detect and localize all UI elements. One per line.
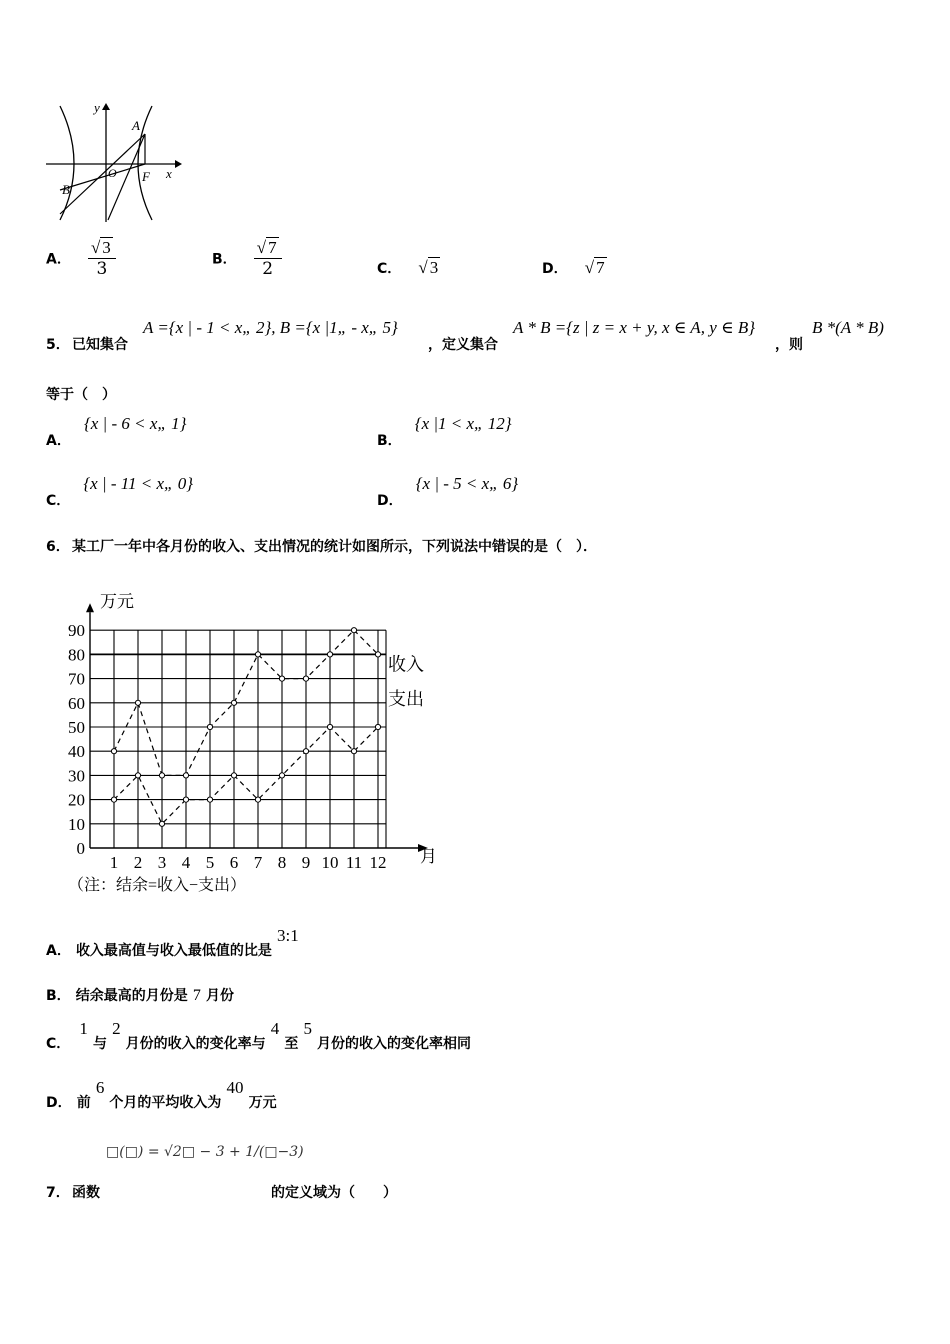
x-tick-label: 7 <box>253 853 263 872</box>
option-letter: C． <box>377 261 402 277</box>
q4-option-a[interactable] <box>46 238 116 279</box>
q4-option-b[interactable] <box>212 238 282 279</box>
q5-option-c[interactable] <box>46 474 194 509</box>
option-text: 结余最高的月份是 <box>75 988 188 1004</box>
option-math: 4 <box>270 1019 280 1038</box>
option-letter: D． <box>46 1095 72 1111</box>
option-letter: A． <box>46 943 71 959</box>
fraction: $\frac{√ 7}{2}$ <box>254 238 282 279</box>
label-B: B <box>62 182 70 197</box>
option-letter: C． <box>46 1036 71 1052</box>
q5-expression: B *(A * B) <box>812 318 884 337</box>
data-point <box>279 676 284 681</box>
x-axis-arrow <box>175 160 182 168</box>
option-text: 月份的收入的变化率与 <box>125 1036 266 1052</box>
label-x: x <box>166 166 172 181</box>
q6-option-a[interactable] <box>46 926 299 959</box>
q7-number: 7． <box>46 1185 70 1201</box>
q7-formula-image <box>106 1144 304 1160</box>
q6-option-d[interactable] <box>46 1078 277 1111</box>
x-tick-label: 8 <box>277 853 287 872</box>
q7-formula: □(□) = √2□ − 3 + 1/(□−3) <box>106 1144 304 1160</box>
option-text: 收入最高值与收入最低值的比是 <box>75 943 272 959</box>
q6-number: 6． <box>46 539 70 555</box>
x-axis-label: 月 <box>420 847 437 866</box>
fraction: $\frac{√ 3}{3}$ <box>88 238 116 279</box>
q4-option-d[interactable] <box>542 258 607 278</box>
y-axis-arrow <box>102 103 110 110</box>
option-value: {x | - 11 < x„ 0} <box>83 474 194 493</box>
data-point <box>207 797 212 802</box>
y-tick-label: 80 <box>68 645 85 665</box>
option-letter: D． <box>542 261 568 277</box>
y-tick-label: 10 <box>68 814 85 834</box>
q5-option-b[interactable] <box>377 414 512 449</box>
data-point <box>183 797 188 802</box>
option-text: 万元 <box>248 1095 277 1111</box>
q5-definition: A * B ={z | z = x + y, x ∈ A, y ∈ B} <box>513 318 756 337</box>
data-point <box>231 773 236 778</box>
y-tick-label: 0 <box>76 839 85 858</box>
q5-option-d[interactable] <box>377 474 519 509</box>
q5-option-a[interactable] <box>46 414 187 449</box>
x-tick-label: 5 <box>205 853 215 872</box>
q5-sets: A ={x | - 1 < x„ 2}, B ={x |1„ - x„ 5} <box>143 318 398 337</box>
x-tick-label: 2 <box>133 853 143 872</box>
x-tick-label: 1 <box>109 853 119 872</box>
y-tick-label: 20 <box>68 790 85 810</box>
option-text: 至 <box>284 1036 299 1052</box>
q5-number: 5． <box>46 337 70 353</box>
data-point <box>159 821 164 826</box>
data-point <box>279 773 284 778</box>
y-axis-arrow <box>86 603 94 612</box>
x-tick-label: 10 <box>321 853 339 872</box>
x-tick-label: 9 <box>301 853 311 872</box>
option-math: 3:1 <box>277 926 299 945</box>
data-point <box>351 749 356 754</box>
sqrt-value: √ 3 <box>418 258 439 277</box>
x-tick-label: 4 <box>181 853 191 872</box>
data-point <box>207 724 212 729</box>
x-tick-label: 11 <box>345 853 363 872</box>
data-point <box>351 628 356 633</box>
q5-text2: ，定义集合 <box>428 337 498 353</box>
data-point <box>159 773 164 778</box>
option-math: 40 <box>226 1078 244 1097</box>
income-expense-chart <box>60 585 450 895</box>
option-math: 6 <box>95 1078 105 1097</box>
chart-labels <box>68 592 437 894</box>
y-tick-label: 40 <box>68 742 85 762</box>
option-text: 月份 <box>205 988 234 1004</box>
option-letter: C． <box>46 493 71 509</box>
data-point <box>135 700 140 705</box>
option-letter: B． <box>212 251 237 268</box>
option-value: {x | - 5 < x„ 6} <box>415 474 519 493</box>
option-math: 2 <box>112 1019 121 1038</box>
option-math: 7 <box>192 987 201 1004</box>
y-tick-label: 30 <box>68 766 85 786</box>
q6-text: 某工厂一年中各月份的收入、支出情况的统计如图所示，下列说法中错误的是（ ）． <box>72 539 597 555</box>
y-axis-label: 万元 <box>100 592 134 611</box>
y-tick-label: 50 <box>68 718 85 737</box>
q6-option-c[interactable] <box>46 1019 472 1052</box>
data-point <box>135 773 140 778</box>
q7-text2: 的定义域为（ ） <box>271 1185 397 1201</box>
data-point <box>303 676 308 681</box>
option-letter: D． <box>377 493 403 509</box>
option-text: 月份的收入的变化率相同 <box>317 1036 472 1052</box>
option-value: {x |1 < x„ 12} <box>414 414 512 433</box>
data-point <box>375 724 380 729</box>
x-tick-label: 3 <box>157 853 167 872</box>
option-letter: B． <box>377 433 402 449</box>
x-tick-label: 12 <box>369 853 387 872</box>
q5-text3: ，则 <box>775 337 803 353</box>
option-text: 前 <box>76 1095 91 1111</box>
option-letter: B． <box>46 988 71 1004</box>
data-point <box>111 797 116 802</box>
label-y: y <box>94 100 100 115</box>
option-value: {x | - 6 < x„ 1} <box>83 414 187 433</box>
y-tick-label: 90 <box>68 621 85 641</box>
data-point <box>303 749 308 754</box>
chart-note: （注：结余=收入−支出） <box>68 877 247 894</box>
data-point <box>255 652 260 657</box>
option-math: 5 <box>303 1019 312 1038</box>
label-F: F <box>142 169 150 184</box>
sqrt-value: √ 7 <box>584 258 605 277</box>
hyperbola-figure <box>40 98 190 226</box>
q5-text4: 等于（ ） <box>46 387 116 403</box>
q7-text1: 函数 <box>72 1185 100 1201</box>
data-point <box>255 797 260 802</box>
q5-text1: 已知集合 <box>72 337 128 353</box>
option-letter: A． <box>46 433 71 449</box>
sqrt-symbol: √ 3 <box>90 238 111 257</box>
data-point <box>111 749 116 754</box>
legend-income: 收入 <box>388 654 424 675</box>
data-point <box>327 724 332 729</box>
x-tick-label: 6 <box>229 853 239 872</box>
option-letter: A． <box>46 251 71 268</box>
q4-option-c[interactable] <box>377 258 440 278</box>
label-A: A <box>132 118 140 133</box>
y-tick-label: 60 <box>68 693 85 713</box>
data-point <box>375 652 380 657</box>
data-point <box>183 773 188 778</box>
data-point <box>327 652 332 657</box>
q6-option-b[interactable] <box>46 985 234 1005</box>
option-text: 与 <box>92 1036 107 1052</box>
option-math: 1 <box>79 1019 88 1038</box>
label-O: O <box>108 166 117 180</box>
sqrt-symbol: √ 7 <box>256 238 277 257</box>
option-text: 个月的平均收入为 <box>109 1095 222 1111</box>
y-tick-label: 70 <box>68 669 85 689</box>
legend-expense: 支出 <box>388 689 424 709</box>
data-point <box>231 700 236 705</box>
